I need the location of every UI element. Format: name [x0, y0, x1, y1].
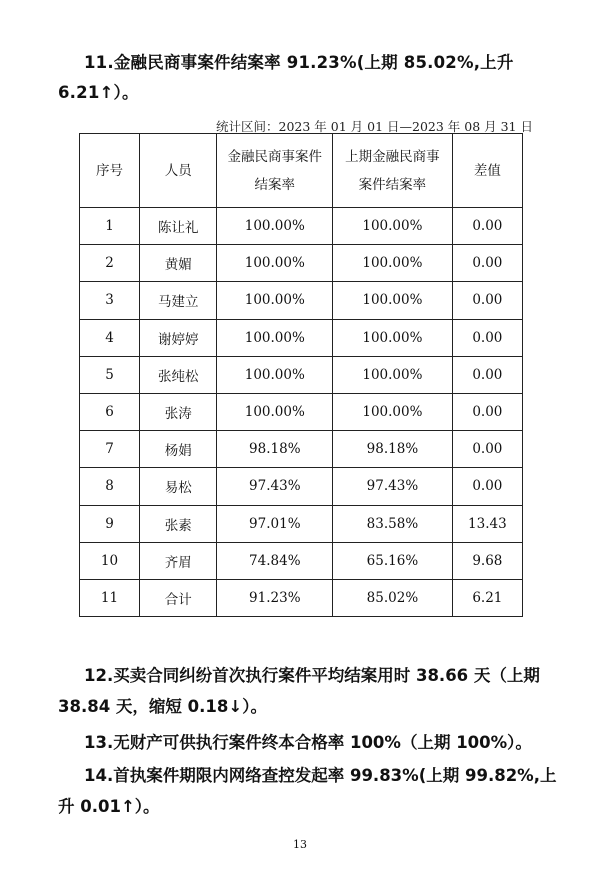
cell-name: 谢婷婷	[139, 319, 216, 356]
cell-prev: 100.00%	[333, 245, 453, 282]
cell-prev: 100.00%	[333, 319, 453, 356]
cell-seq: 1	[80, 208, 140, 245]
cell-rate: 100.00%	[217, 356, 333, 393]
cell-name: 齐眉	[139, 542, 216, 579]
table-row	[80, 208, 523, 245]
cell-diff: 0.00	[452, 282, 522, 319]
financial-case-table	[79, 133, 523, 617]
cell-seq: 10	[80, 542, 140, 579]
table-row	[80, 505, 523, 542]
cell-seq: 4	[80, 319, 140, 356]
table-row	[80, 542, 523, 579]
cell-name: 杨娟	[139, 431, 216, 468]
section-12-paragraph: 12.买卖合同纠纷首次执行案件平均结案用时 38.66 天（上期 38.84 天，缩短 0.18↓）。	[58, 666, 540, 716]
cell-prev: 100.00%	[333, 393, 453, 430]
header-rate-line1: 金融民商事案件	[227, 148, 323, 165]
cell-diff: 0.00	[452, 468, 522, 505]
header-seq: 序号	[80, 134, 140, 208]
cell-name: 马建立	[139, 282, 216, 319]
cell-rate: 97.01%	[217, 505, 333, 542]
header-prev-rate	[333, 134, 453, 208]
cell-name: 合计	[139, 579, 216, 616]
cell-prev: 97.43%	[333, 468, 453, 505]
cell-seq: 9	[80, 505, 140, 542]
cell-prev: 98.18%	[333, 431, 453, 468]
table-row	[80, 393, 523, 430]
cell-diff: 0.00	[452, 245, 522, 282]
cell-seq: 8	[80, 468, 140, 505]
table-row	[80, 431, 523, 468]
cell-prev: 100.00%	[333, 282, 453, 319]
page-number: 13	[293, 838, 307, 851]
cell-rate: 100.00%	[217, 208, 333, 245]
header-prev-line2: 案件结案率	[358, 176, 427, 193]
cell-diff: 0.00	[452, 208, 522, 245]
cell-seq: 6	[80, 393, 140, 430]
table-row	[80, 319, 523, 356]
cell-seq: 7	[80, 431, 140, 468]
cell-rate: 98.18%	[217, 431, 333, 468]
table-row	[80, 245, 523, 282]
cell-seq: 3	[80, 282, 140, 319]
section-11-heading: 11.金融民商事案件结案率 91.23%(上期 85.02%,上升 6.21↑）。	[58, 53, 514, 102]
cell-rate: 100.00%	[217, 282, 333, 319]
cell-rate: 100.00%	[217, 393, 333, 430]
table-row	[80, 356, 523, 393]
cell-diff: 13.43	[452, 505, 522, 542]
cell-prev: 83.58%	[333, 505, 453, 542]
section-14-paragraph: 14.首执案件期限内网络查控发起率 99.83%(上期 99.82%,上升 0.01↑）。	[58, 766, 557, 816]
cell-name: 张涛	[139, 393, 216, 430]
cell-diff: 6.21	[452, 579, 522, 616]
header-person: 人员	[139, 134, 216, 208]
cell-name: 易松	[139, 468, 216, 505]
cell-diff: 0.00	[452, 356, 522, 393]
cell-seq: 11	[80, 579, 140, 616]
table-row	[80, 468, 523, 505]
table-total-row	[80, 579, 523, 616]
cell-diff: 9.68	[452, 542, 522, 579]
cell-name: 张纯松	[139, 356, 216, 393]
cell-prev: 85.02%	[333, 579, 453, 616]
cell-prev: 100.00%	[333, 208, 453, 245]
cell-name: 张素	[139, 505, 216, 542]
header-prev-line1: 上期金融民商事	[345, 148, 440, 165]
cell-rate: 100.00%	[217, 245, 333, 282]
table-row	[80, 282, 523, 319]
cell-rate: 97.43%	[217, 468, 333, 505]
cell-prev: 100.00%	[333, 356, 453, 393]
cell-seq: 2	[80, 245, 140, 282]
cell-prev: 65.16%	[333, 542, 453, 579]
cell-rate: 100.00%	[217, 319, 333, 356]
header-rate-line2: 结案率	[254, 176, 296, 193]
cell-seq: 5	[80, 356, 140, 393]
cell-diff: 0.00	[452, 319, 522, 356]
cell-name: 黄媚	[139, 245, 216, 282]
table-header-row	[80, 134, 523, 208]
header-rate	[217, 134, 333, 208]
cell-diff: 0.00	[452, 393, 522, 430]
section-13-paragraph: 13.无财产可供执行案件终本合格率 100%（上期 100%）。	[84, 733, 532, 752]
cell-rate: 91.23%	[217, 579, 333, 616]
cell-name: 陈让礼	[139, 208, 216, 245]
cell-rate: 74.84%	[217, 542, 333, 579]
statistics-range: 统计区间：2023 年 01 月 01 日—2023 年 08 月 31 日	[216, 119, 533, 134]
header-diff: 差值	[452, 134, 522, 208]
cell-diff: 0.00	[452, 431, 522, 468]
